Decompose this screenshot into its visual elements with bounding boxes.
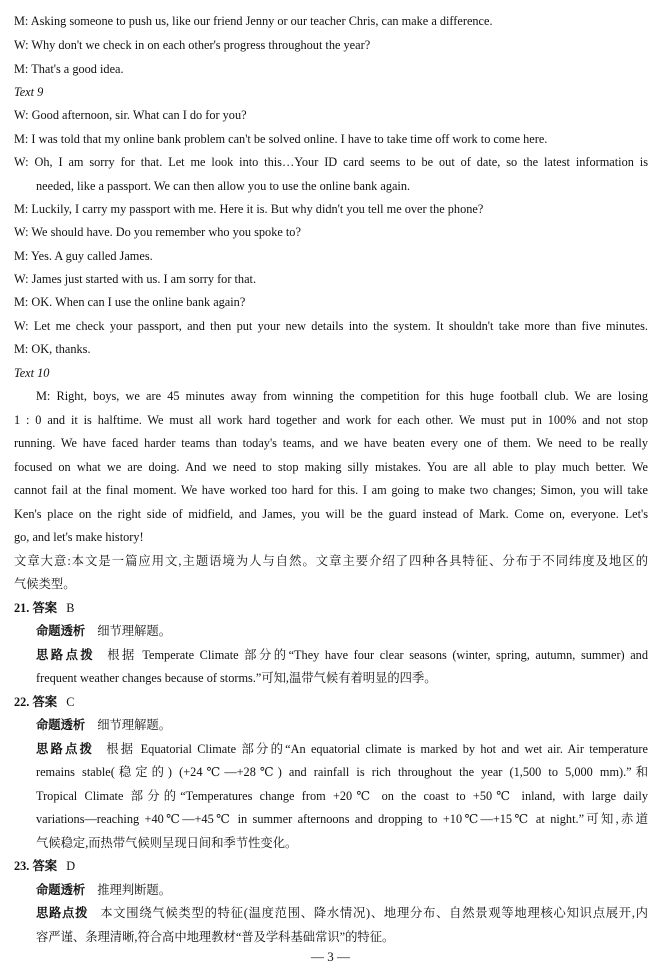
question-21-label: 21. 答案 [14, 601, 58, 615]
dialogue-line: M: Asking someone to push us, like our friend Jenny or our teacher Chris, can make a difference. [14, 14, 493, 28]
monologue-line: running. We have faced harder teams than today's teams, and we have beaten every one of them. We need to be really [14, 436, 648, 450]
question-22-choice: C [66, 695, 75, 709]
question-22-type: 命题透析 细节理解题。 [36, 718, 171, 732]
question-22-answer [14, 694, 648, 710]
dialogue-line: W: Let me check your passport, and then put your new details into the system. It shouldn't take more than five minutes. [14, 319, 648, 333]
question-22-hint-continued: remains stable(稳定的) (+24℃—+28℃) and rainfall is rich throughout the year (1,500 to 5,000 mm).”和 [36, 765, 648, 779]
dialogue-line: M: OK. When can I use the online bank again? [14, 295, 246, 309]
question-21-hint-continued: frequent weather changes because of storms.”可知,温带气候有着明显的四季。 [36, 671, 437, 685]
dialogue-line: W: Oh, I am sorry for that. Let me look into this…Your ID card seems to be out of date, so the latest information is [14, 155, 648, 169]
question-23-choice: D [66, 859, 76, 873]
question-23-hint: 思路点拨 本文围绕气候类型的特征(温度范围、降水情况)、地理分布、自然景观等地理核心知识点展开,内 [36, 906, 648, 920]
monologue-line: cannot fail at the final moment. We have worked too hard for this. I am going to make two changes; Simon, you will take [14, 483, 648, 497]
monologue-line: 1 : 0 and it is halftime. We must all work hard together and work for each other. We must put in 100% and not stop [14, 413, 648, 427]
dialogue-line: M: OK, thanks. [14, 342, 91, 356]
question-23-hint-continued: 容严谨、条理清晰,符合高中地理教材“普及学科基础常识”的特征。 [36, 930, 395, 944]
dialogue-line: W: Good afternoon, sir. What can I do for you? [14, 108, 247, 122]
text-9-heading: Text 9 [14, 85, 44, 99]
dialogue-line: M: That's a good idea. [14, 62, 124, 76]
dialogue-line: M: Yes. A guy called James. [14, 249, 153, 263]
question-22-label: 22. 答案 [14, 695, 58, 709]
page-number: — 3 — [311, 949, 350, 964]
question-21-hint: 思路点拨 根据 Temperate Climate 部分的“They have four clear seasons (winter, spring, autumn, summer) and [36, 648, 648, 662]
question-21-answer [14, 600, 648, 616]
dialogue-line: W: James just started with us. I am sorry for that. [14, 272, 257, 286]
monologue-line: M: Right, boys, we are 45 minutes away from winning the competition for this huge football club. We are losing [36, 389, 648, 403]
monologue-line: go, and let's make history! [14, 530, 144, 544]
text-10-heading: Text 10 [14, 366, 50, 380]
dialogue-line: W: Why don't we check in on each other's progress throughout the year? [14, 38, 371, 52]
monologue-line: Ken's place on the right side of midfield, and James, you will be the guard instead of Mark. Come on, everyone. Let's [14, 507, 648, 521]
question-22-hint-continued: 气候稳定,而热带气候则呈现日间和季节性变化。 [36, 836, 298, 850]
question-22-hint-continued: variations—reaching +40℃—+45℃ in summer afternoons and dropping to +10℃—+15℃ at night.”可知,赤道 [36, 812, 648, 826]
monologue-line: focused on what we are doing. And we need to stop making silly mistakes. You are all able to play much better. We [14, 460, 648, 474]
question-21-type: 命题透析 细节理解题。 [36, 624, 171, 638]
question-23-type: 命题透析 推理判断题。 [36, 883, 171, 897]
dialogue-line: M: Luckily, I carry my passport with me. Here it is. But why didn't you tell me over the phone? [14, 202, 484, 216]
question-23-answer [14, 858, 648, 874]
summary-line: 文章大意:本文是一篇应用文,主题语境为人与自然。文章主要介绍了四种各具特征、分布于不同纬度及地区的 [14, 554, 648, 568]
dialogue-line: W: We should have. Do you remember who you spoke to? [14, 225, 301, 239]
summary-line: 气候类型。 [14, 577, 76, 591]
dialogue-line: M: I was told that my online bank problem can't be solved online. I have to take time off work to come here. [14, 132, 548, 146]
question-22-hint: 思路点拨 根据 Equatorial Climate 部分的“An equatorial climate is marked by hot and wet air. Air temperature [36, 742, 648, 756]
question-23-label: 23. 答案 [14, 859, 58, 873]
question-22-hint-continued: Tropical Climate 部分的“Temperatures change from +20℃ on the coast to +50℃ inland, with large daily [36, 789, 648, 803]
dialogue-line-continued: needed, like a passport. We can then allow you to use the online bank again. [36, 179, 411, 193]
question-21-choice: B [66, 601, 75, 615]
